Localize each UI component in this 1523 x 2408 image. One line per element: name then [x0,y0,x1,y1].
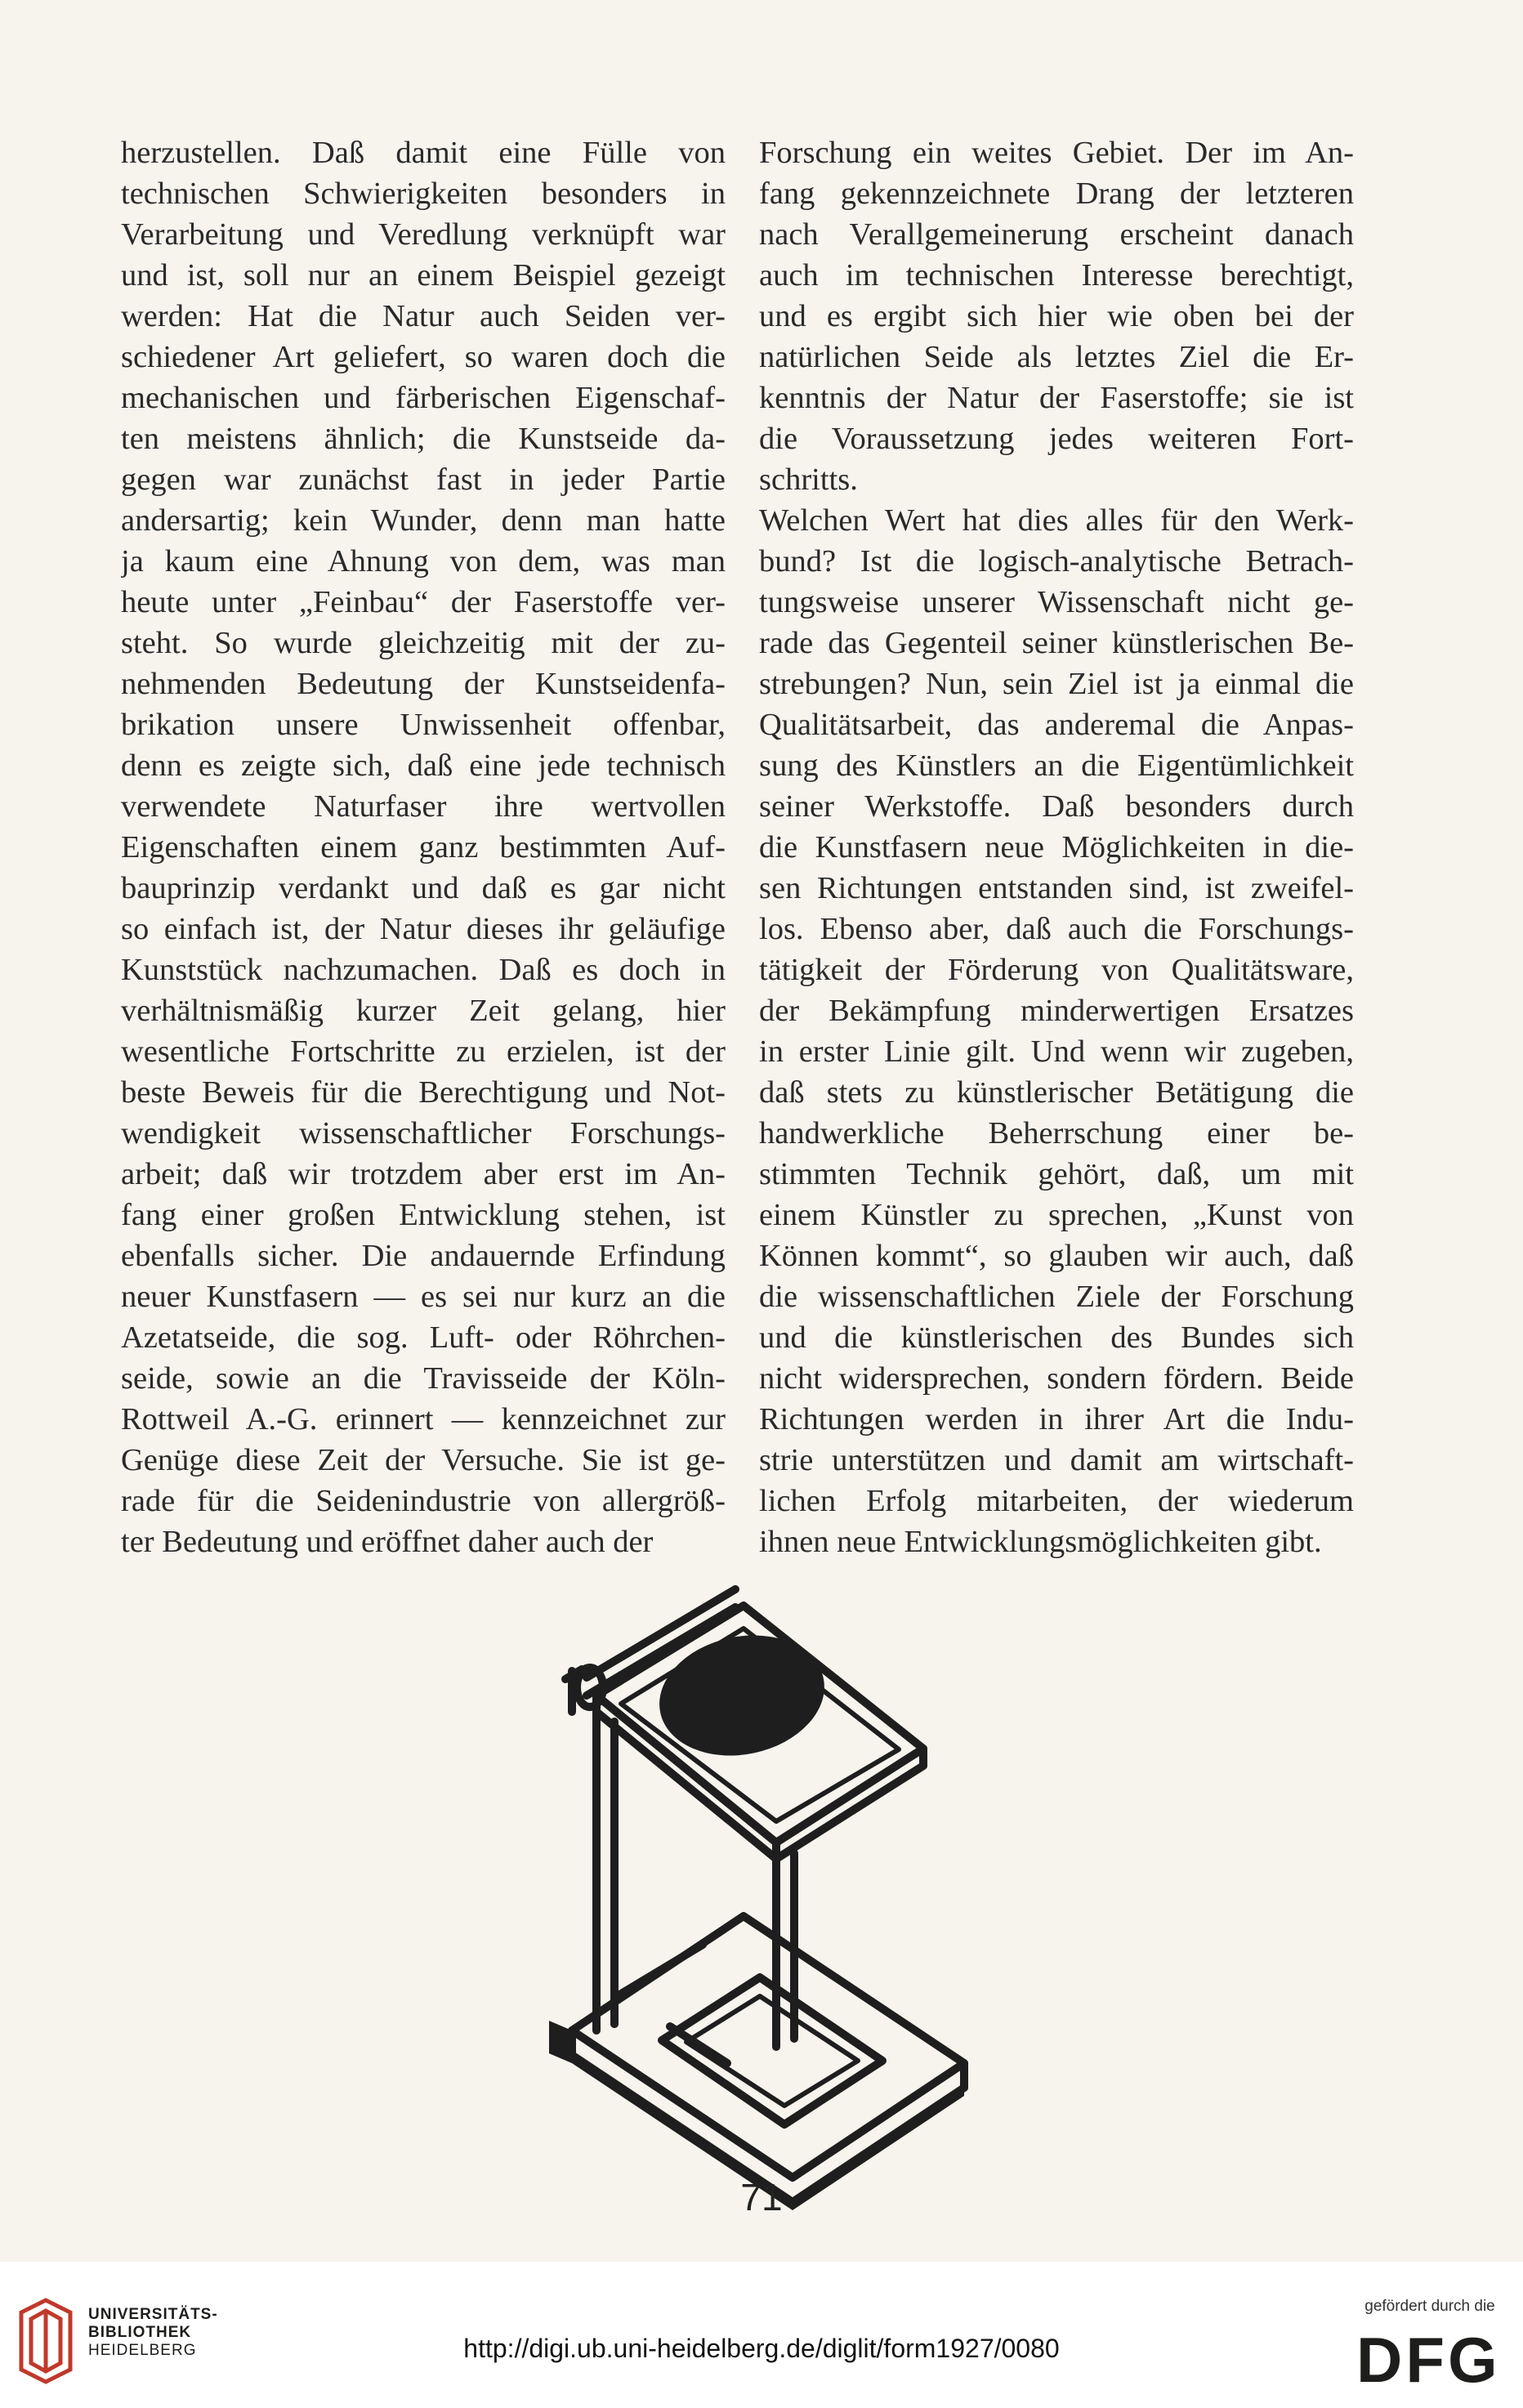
text-line: ebenfalls sicher. Die andauernde Erfindung [121,1239,726,1273]
text-line: schiedener Art geliefert, so waren doch die [121,340,726,374]
text-line: mechanischen und färberischen Eigenschaf- [121,381,726,415]
text-line: verhältnismäßig kurzer Zeit gelang, hier [121,994,726,1028]
text-line: tungsweise unserer Wissenschaft nicht ge- [759,585,1354,619]
text-line: die Voraussetzung jedes weiteren Fort- [759,422,1354,456]
text-line: fang gekennzeichnete Drang der letzteren [759,176,1354,211]
magnifier-loupe-icon [539,1573,1013,2210]
text-line: Kunststück nachzumachen. Daß es doch in [121,953,726,987]
text-line: arbeit; daß wir trotzdem aber erst im An- [121,1157,726,1191]
text-line: natürlichen Seide als letztes Ziel die Er- [759,340,1354,374]
text-line: neuer Kunstfasern — es sei nur kurz an die [121,1280,726,1314]
text-line: in erster Linie gilt. Und wenn wir zugeben, [759,1034,1354,1069]
text-line: fang einer großen Entwicklung stehen, ist [121,1198,726,1232]
text-line: sung des Künstlers an die Eigentümlichkeit [759,748,1354,783]
text-line: brikation unsere Unwissenheit offenbar, [121,708,726,742]
text-line: bauprinzip verdankt und daß es gar nicht [121,871,726,905]
text-line: und die künstlerischen des Bundes sich [759,1320,1354,1355]
text-line: schritts. [759,462,858,497]
text-line: Können kommt“, so glauben wir auch, daß [759,1239,1354,1273]
text-line: Welchen Wert hat dies alles für den Werk- [759,503,1354,538]
text-line: wendigkeit wissenschaftlicher Forschungs- [121,1116,726,1150]
text-line: ter Bedeutung und eröffnet daher auch der [121,1525,654,1559]
text-line: andersartig; kein Wunder, denn man hatte [121,503,726,538]
text-line: nach Verallgemeinerung erscheint danach [759,217,1354,252]
text-line: verwendete Naturfaser ihre wertvollen [121,789,726,824]
text-line: gegen war zunächst fast in jeder Partie [121,462,726,497]
library-line-2: BIBLIOTHEK [88,2324,192,2341]
dfg-logo: DFG [1356,2324,1501,2396]
text-line: Eigenschaften einem ganz bestimmten Auf- [121,830,726,864]
text-line: und ist, soll nur an einem Beispiel gezeigt [121,258,726,293]
text-line: heute unter „Feinbau“ der Faserstoffe ver- [121,585,726,619]
page-number: 71 [740,2176,783,2218]
text-line: auch im technischen Interesse berechtigt, [759,258,1354,293]
text-line: Richtungen werden in ihrer Art die Indu- [759,1402,1354,1436]
text-line: und es ergibt sich hier wie oben bei der [759,299,1354,333]
text-line: ten meistens ähnlich; die Kunstseide da- [121,422,726,456]
text-line: die Kunstfasern neue Möglichkeiten in die- [759,830,1354,864]
text-line: einem Künstler zu sprechen, „Kunst von [759,1198,1354,1232]
text-line: strie unterstützen und damit am wirtschaft- [759,1443,1354,1477]
text-line: ihnen neue Entwicklungsmöglichkeiten gibt. [759,1525,1322,1559]
text-line: steht. So wurde gleichzeitig mit der zu- [121,626,726,660]
text-line: Azetatseide, die sog. Luft- oder Röhrchen- [121,1320,726,1355]
text-line: Rottweil A.-G. erinnert — kennzeichnet zur [121,1402,726,1436]
text-line: ja kaum eine Ahnung von dem, was man [121,544,726,579]
right-text-column [759,132,1354,1562]
text-line: seiner Werkstoffe. Daß besonders durch [759,789,1354,824]
text-line: handwerkliche Beherrschung einer be- [759,1116,1354,1150]
text-line: technischen Schwierigkeiten besonders in [121,176,726,211]
text-line: strebungen? Nun, sein Ziel ist ja einmal die [759,667,1354,701]
text-line: los. Ebenso aber, daß auch die Forschungs- [759,912,1354,946]
funding-caption: gefördert durch die [1364,2298,1495,2315]
text-line: beste Beweis für die Berechtigung und Not- [121,1075,726,1110]
text-line: stimmten Technik gehört, daß, um mit [759,1157,1354,1191]
text-line: herzustellen. Daß damit eine Fülle von [121,136,726,170]
text-line: nehmenden Bedeutung der Kunstseidenfa- [121,667,726,701]
library-line-3: HEIDELBERG [88,2342,197,2359]
text-line: bund? Ist die logisch-analytische Betrach- [759,544,1354,579]
text-line: so einfach ist, der Natur dieses ihr geläufige [121,912,726,946]
text-line: seide, sowie an die Travisseide der Köln- [121,1361,726,1396]
left-text-column [121,132,726,1562]
text-line: lichen Erfolg mitarbeiten, der wiederum [759,1484,1354,1518]
text-line: tätigkeit der Förderung von Qualitätsware, [759,953,1354,987]
source-url-link[interactable]: http://digi.ub.uni-heidelberg.de/diglit/form1927/0080 [463,2334,1060,2363]
footer-bar [0,2262,1523,2408]
text-line: der Bekämpfung minderwertigen Ersatzes [759,994,1354,1028]
text-line: rade für die Seidenindustrie von allergröß- [121,1484,726,1518]
text-line: Qualitätsarbeit, das anderemal die Anpas- [759,708,1354,742]
text-line: kenntnis der Natur der Faserstoffe; sie ist [759,381,1354,415]
text-line: denn es zeigte sich, daß eine jede technisch [121,748,726,783]
text-line: werden: Hat die Natur auch Seiden ver- [121,299,726,333]
text-line: die wissenschaftlichen Ziele der Forschung [759,1280,1354,1314]
text-line: rade das Gegenteil seiner künstlerischen Be- [759,626,1354,660]
text-line: Forschung ein weites Gebiet. Der im An- [759,136,1354,170]
text-line: nicht widersprechen, sondern fördern. Beide [759,1361,1354,1396]
text-line: daß stets zu künstlerischer Betätigung die [759,1075,1354,1110]
text-line: wesentliche Fortschritte zu erzielen, ist der [121,1034,726,1069]
text-line: Genüge diese Zeit der Versuche. Sie ist ge- [121,1443,726,1477]
text-line: Verarbeitung und Veredlung verknüpft war [121,217,726,252]
library-line-1: UNIVERSITÄTS- [88,2306,218,2323]
text-line: sen Richtungen entstanden sind, ist zweifel- [759,871,1354,905]
